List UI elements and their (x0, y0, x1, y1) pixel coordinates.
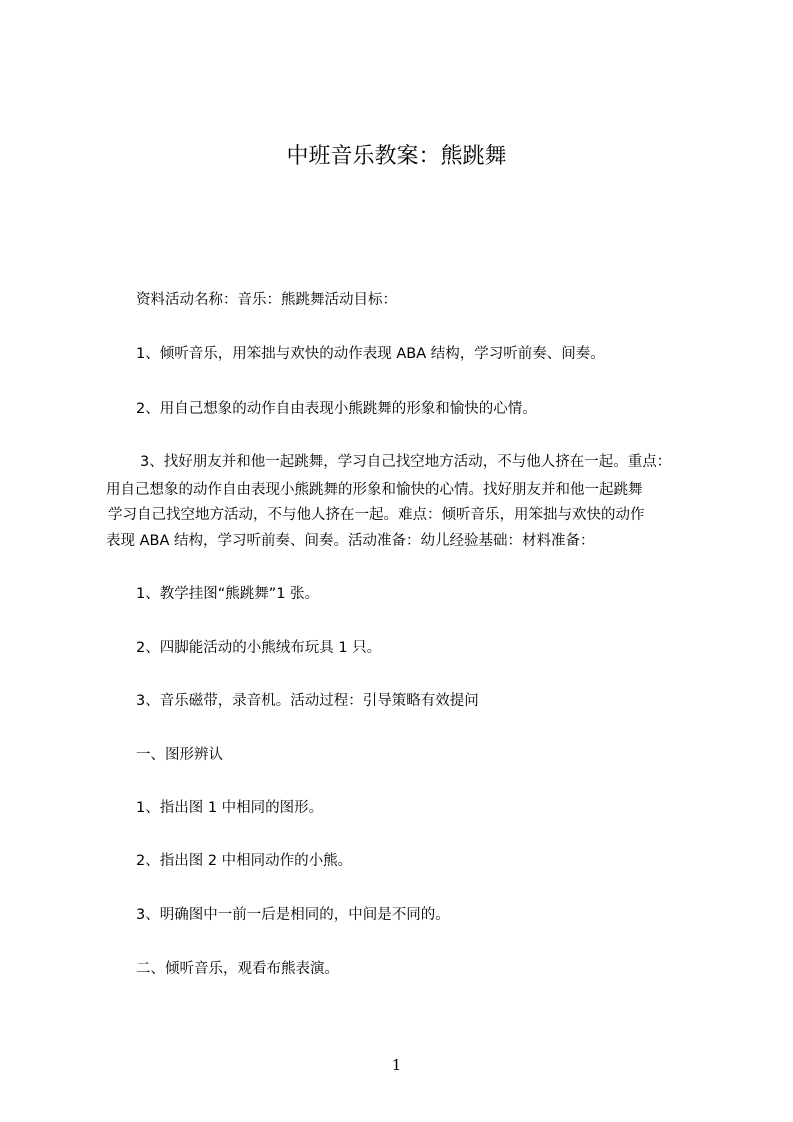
paragraph-step-1: 1、指出图 1 中相同的图形。 (136, 800, 324, 816)
paragraph-material-2: 2、四脚能活动的小熊绒布玩具 1 只。 (136, 640, 382, 656)
document-title: 中班音乐教案：熊跳舞 (286, 144, 507, 169)
paragraph-goal-1: 1、倾听音乐，用笨拙与欢快的动作表现 ABA 结构，学习听前奏、间奏。 (136, 346, 605, 362)
paragraph-step-3: 3、明确图中一前一后是相同的，中间是不同的。 (136, 907, 450, 923)
paragraph-material-1: 1、教学挂图“熊跳舞”1 张。 (136, 586, 320, 602)
paragraph-line: 3、找好朋友并和他一起跳舞，学习自己找空地方活动，不与他人挤在一起。重点： (140, 454, 672, 470)
page-number: 1 (391, 1056, 402, 1074)
paragraph-line: 学习自己找空地方活动，不与他人挤在一起。难点：倾听音乐，用笨拙与欢快的动作 (108, 507, 645, 523)
paragraph-material-3: 3、音乐磁带，录音机。活动过程：引导策略有效提问 (136, 693, 479, 709)
paragraph-step-2: 2、指出图 2 中相同动作的小熊。 (136, 853, 353, 869)
paragraph-line: 表现 ABA 结构，学习听前奏、间奏。活动准备：幼儿经验基础：材料准备： (106, 533, 595, 549)
section-heading-1: 一、图形辨认 (136, 747, 223, 763)
section-heading-2: 二、倾听音乐，观看布熊表演。 (136, 961, 339, 977)
paragraph-goal-2: 2、用自己想象的动作自由表现小熊跳舞的形象和愉快的心情。 (136, 401, 537, 417)
paragraph-activity-name: 资料活动名称：音乐：熊跳舞活动目标： (136, 292, 397, 308)
paragraph-line: 用自己想象的动作自由表现小熊跳舞的形象和愉快的心情。找好朋友并和他一起跳舞 (106, 482, 643, 498)
